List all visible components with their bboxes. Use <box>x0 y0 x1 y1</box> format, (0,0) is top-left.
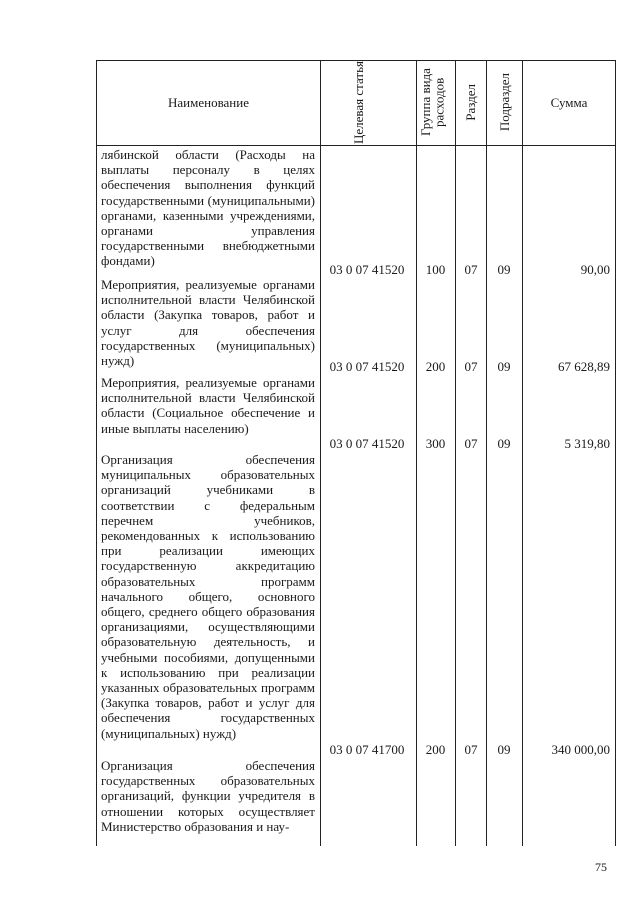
group-code: 300 <box>425 436 446 451</box>
column-divider <box>416 60 417 846</box>
amount: 90,00 <box>580 262 610 277</box>
header-bottom-border <box>96 145 616 146</box>
header-subsection <box>487 60 522 145</box>
name-cell: Организация обеспечения муниципальных образовательных организаций учебниками в соответствии с федеральным перечнем учебников, рекомендованных к использованию при реализации имеющих государственную аккредитацию образовательных программ начального общего, основного общего, среднего общего образования организациями, осуществляющими образовательную деятельность, и учебными пособиями, допущенными к использованию при реализации указанных образовательных программ (Закупка товаров, работ и услуг для обеспечения государственных (муниципальных) нужд) <box>101 452 315 741</box>
amount: 340 000,00 <box>551 742 610 757</box>
name-cell: лябинской области (Расходы на выплаты персоналу в целях обеспечения выполнения функций государственными (муниципальными) органами, казенными учреждениями, органами управления государственными внебюджетными фондами) <box>101 147 315 269</box>
section-code: 07 <box>464 359 478 374</box>
amount: 5 319,80 <box>564 436 610 451</box>
column-divider <box>522 60 523 846</box>
column-divider <box>320 60 321 846</box>
header-target <box>321 60 416 145</box>
section-code: 07 <box>464 436 478 451</box>
header-target-text: Целевая статья <box>350 60 366 144</box>
column-divider <box>486 60 487 846</box>
name-text-block <box>101 375 315 436</box>
group-code: 200 <box>425 742 446 757</box>
name-text-block <box>101 277 315 368</box>
target-code: 03 0 07 41520 <box>329 359 405 374</box>
name-cell: Мероприятия, реализуемые органами исполнительной власти Челябинской области (Закупка товаров, работ и услуг для обеспечения государственных (муниципальных) нужд) <box>101 277 315 369</box>
subsection-code: 09 <box>497 742 511 757</box>
header-group <box>417 60 455 145</box>
table-right-border <box>615 60 616 846</box>
header-group-text: Группа вида расходов <box>418 68 447 137</box>
amount: 67 628,89 <box>558 359 610 374</box>
header-section-text: Раздел <box>463 84 479 121</box>
subsection-code: 09 <box>497 436 511 451</box>
subsection-code: 09 <box>497 262 511 277</box>
group-code: 100 <box>425 262 446 277</box>
page-number: 75 <box>595 860 607 874</box>
header-subsection-text: Подраздел <box>496 73 512 132</box>
subsection-code: 09 <box>497 359 511 374</box>
table-left-border <box>96 60 97 846</box>
target-code: 03 0 07 41520 <box>329 262 405 277</box>
name-text-block <box>101 452 315 741</box>
target-code: 03 0 07 41700 <box>329 742 405 757</box>
group-code: 200 <box>425 359 446 374</box>
name-text-block <box>101 758 315 834</box>
header-name: Наименование <box>168 94 249 110</box>
name-cell: Организация обеспечения государственных образовательных организаций, функции учредителя в отношении которых осуществляет Министерство образования и нау- <box>101 758 315 834</box>
name-cell: Мероприятия, реализуемые органами исполнительной власти Челябинской области (Социальное обеспечение и иные выплаты населению) <box>101 375 315 436</box>
column-divider <box>455 60 456 846</box>
target-code: 03 0 07 41520 <box>329 436 405 451</box>
header-section <box>456 60 486 145</box>
name-text-block <box>101 147 315 269</box>
header-sum: Сумма <box>550 94 588 110</box>
section-code: 07 <box>464 742 478 757</box>
section-code: 07 <box>464 262 478 277</box>
